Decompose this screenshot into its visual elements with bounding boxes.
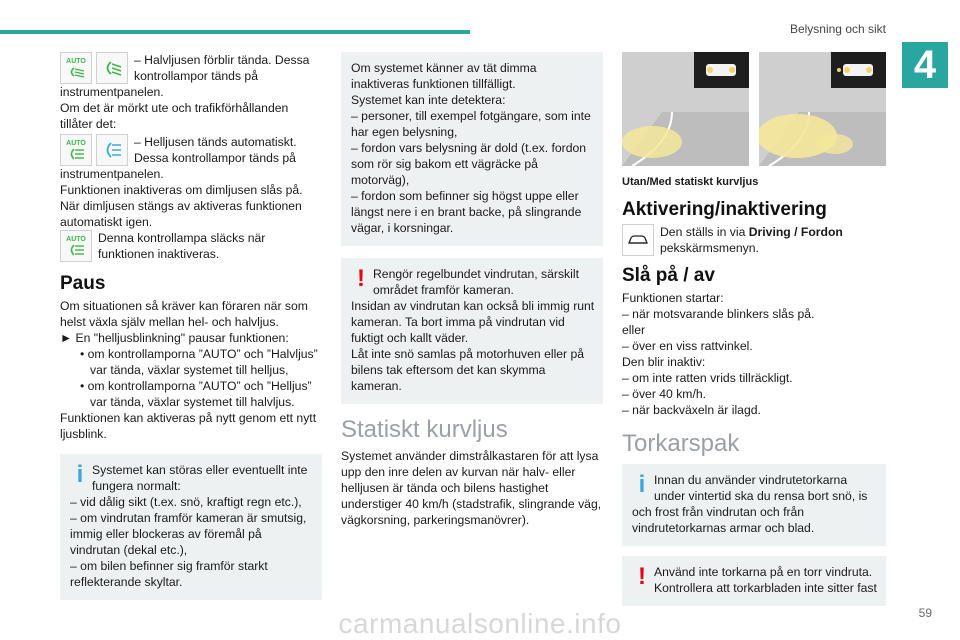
section-title-paus: Paus	[60, 273, 106, 294]
page-header-title: Belysning och sikt	[789, 22, 886, 36]
auto-lamp-icon: AUTO	[60, 52, 92, 84]
column-3	[622, 52, 886, 606]
without-cornering-light-image	[622, 52, 749, 166]
text: eller	[622, 323, 646, 337]
section-title-on-off: Slå på / av	[622, 265, 715, 286]
text: Den ställs in via Driving / Fordon pekskärmsmenyn.	[660, 225, 843, 255]
text: Funktionen kan aktiveras på nytt genom ett nytt ljusblink.	[60, 411, 317, 441]
section-title-wiper: Torkarspak	[622, 430, 740, 457]
watermark: carmanualsonline.info	[338, 608, 622, 639]
text: Rengör regelbundet vindrutan, särskilt området framför kameran.	[373, 267, 579, 297]
text: – när backväxeln är ilagd.	[622, 403, 761, 417]
text: Om det är mörkt ute och trafikförhållanden tillåter det:	[60, 101, 289, 131]
auto-off-row	[60, 230, 322, 262]
page-number: 59	[918, 606, 932, 620]
text: Denna kontrollampa släcks när funktionen inaktiveras.	[98, 231, 266, 261]
text: Systemet kan störas eller eventuellt inte fungera normalt:	[92, 463, 308, 493]
text: – vid dålig sikt (t.ex. snö, kraftigt regn etc.),	[70, 495, 302, 509]
text: Funktionen inaktiveras om dimljusen slås på.	[60, 183, 303, 197]
limitation-note	[341, 52, 603, 246]
text: – personer, till exempel fotgängare, som inte har egen belysning,	[351, 109, 591, 139]
column-2	[341, 52, 603, 528]
warning-icon: !	[357, 265, 365, 292]
cornering-light-illustrations	[622, 52, 886, 166]
auto-highbeam-row	[60, 134, 322, 166]
text: När dimljusen stängs av aktiveras funktionen automatiskt igen.	[60, 199, 302, 229]
text: instrumentpanelen.	[60, 167, 164, 181]
text: – Halvljusen förblir tända. Dessa kontrollampor tänds på	[134, 53, 310, 83]
info-icon: i	[638, 471, 646, 498]
text: Den blir inaktiv:	[622, 355, 706, 369]
auto-lamp-icon: AUTO	[60, 134, 92, 166]
text: – om inte ratten vrids tillräckligt.	[622, 371, 793, 385]
text: – när motsvarande blinkers slås på.	[622, 307, 815, 321]
warning-icon: !	[638, 563, 646, 590]
text: – fordon som befinner sig högst uppe eller längst nere i en brant backe, på slingrande vägar, i korsningar.	[351, 189, 582, 235]
section-title-activation: Aktivering/inaktivering	[622, 199, 827, 220]
text: – fordon vars belysning är dold (t.ex. fordon som rör sig bakom ett vägräcke på motorväg),	[351, 141, 587, 187]
column-1	[60, 52, 322, 600]
text: – över en viss rattvinkel.	[622, 339, 753, 353]
text: ► En "helljusblinkning" pausar funktionen:	[60, 331, 289, 345]
with-cornering-light-image	[759, 52, 886, 166]
low-beam-icon	[96, 52, 128, 84]
text: Systemet använder dimstrålkastaren för att lysa upp den inre delen av kurvan när halv- eller helljusen är tända och bilens hastighet understiger 40 km/h (stadstrafik, slingrande väg, vägkorsning, parkeringsmanövrer).	[341, 449, 602, 527]
auto-lamp-icon: AUTO	[60, 230, 92, 262]
info-icon: i	[76, 461, 84, 488]
text: Låt inte snö samlas på motorhuven eller på bilens tak eftersom det kan skymma kameran.	[351, 347, 585, 393]
text: Insidan av vindrutan kan också bli immig runt kameran. Ta bort imma på vindrutan vid fuktigt och kallt väder.	[351, 299, 595, 345]
auto-lowbeam-row	[60, 52, 322, 84]
text: – om bilen befinner sig framför starkt reflekterande skyltar.	[70, 559, 268, 589]
text: – om vindrutan framför kameran är smutsig, immig eller blockeras av föremål på vindrutan (dekal etc.),	[70, 511, 307, 557]
info-note	[60, 454, 322, 600]
chapter-number: 4	[902, 42, 948, 88]
car-menu-icon	[622, 224, 654, 256]
text: och frost från vindrutan och från vindrutetorkarnas armar och blad.	[632, 505, 815, 535]
bullet-item: • om kontrollamporna ”AUTO” och ”Halvljus” var tända, växlar systemet till helljus,	[80, 347, 318, 377]
warning-note	[622, 556, 886, 606]
header-accent-bar	[0, 30, 470, 34]
text: Använd inte torkarna på en torr vindruta. Kontrollera att torkarbladen inte sitter fast	[654, 565, 877, 595]
text: Om situationen så kräver kan föraren när som helst växla själv mellan hel- och halvljus.	[60, 299, 308, 329]
info-note	[622, 464, 886, 546]
text: Funktionen startar:	[622, 291, 724, 305]
warning-note	[341, 258, 603, 404]
text: – över 40 km/h.	[622, 387, 706, 401]
section-title-static-cornering: Statiskt kurvljus	[341, 416, 508, 443]
high-beam-icon	[96, 134, 128, 166]
activation-row	[622, 224, 886, 256]
text: Systemet kan inte detektera:	[351, 93, 506, 107]
image-caption: Utan/Med statiskt kurvljus	[622, 176, 759, 188]
text: Om systemet känner av tät dimma inaktiveras funktionen tillfälligt.	[351, 61, 537, 91]
text: instrumentpanelen.	[60, 85, 164, 99]
text: Innan du använder vindrutetorkarna under vintertid ska du rensa bort snö, is	[654, 473, 868, 503]
bullet-item: • om kontrollamporna ”AUTO” och ”Helljus” var tända, växlar systemet till halvljus.	[80, 379, 312, 409]
text: – Helljusen tänds automatiskt. Dessa kontrollampor tänds på	[134, 135, 297, 165]
